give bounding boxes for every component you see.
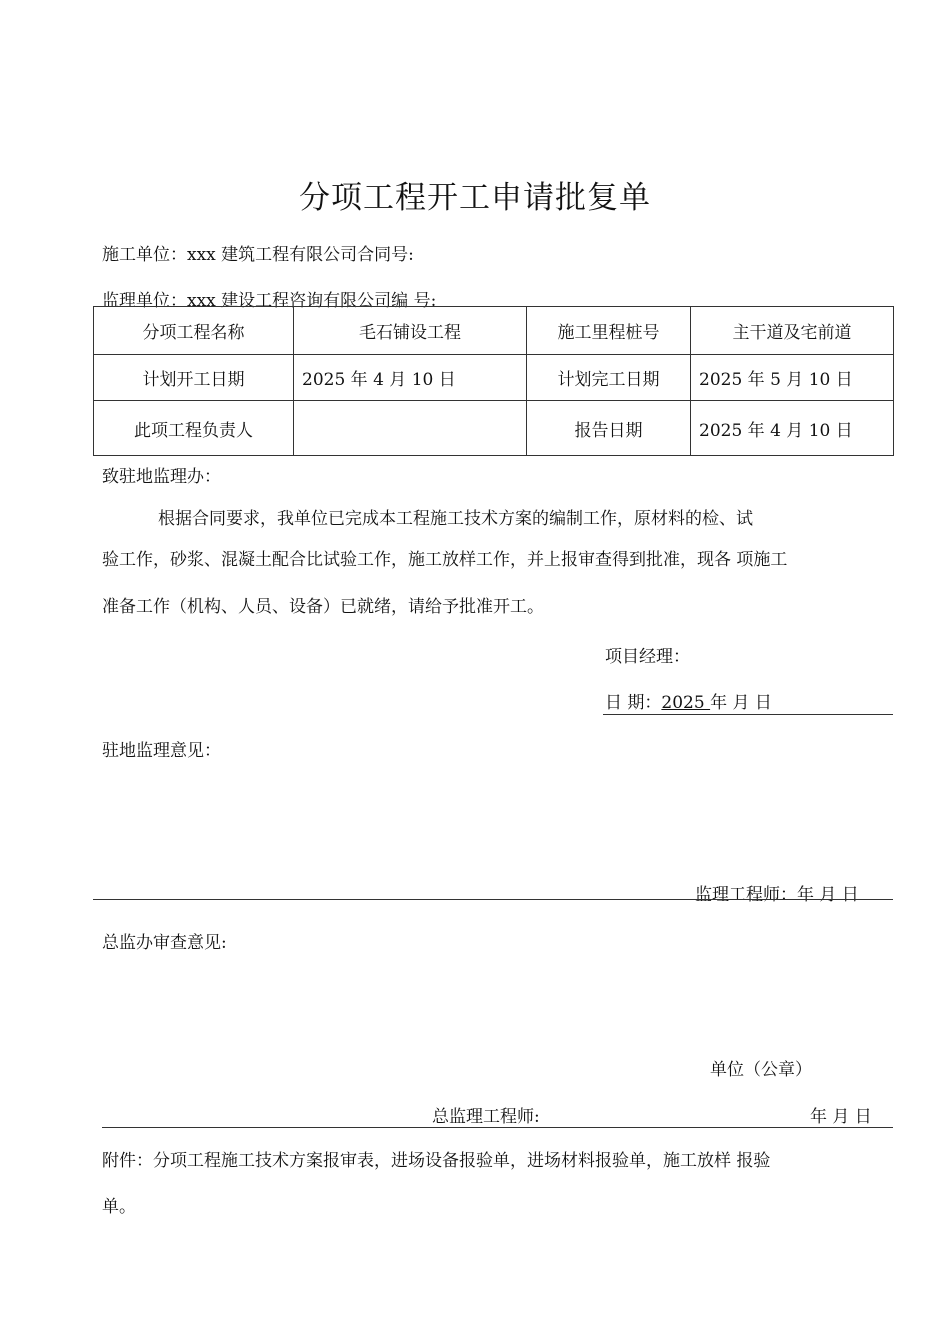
table-cell-value: 2025 年 5 月 10 日 [691, 355, 894, 401]
table-row [94, 401, 894, 456]
table-cell-label: 计划开工日期 [94, 355, 294, 401]
unit-seal-label: 单位（公章） [710, 1060, 812, 1080]
table-row [94, 307, 894, 355]
project-info-table [93, 306, 894, 456]
table-cell-value: 毛石铺设工程 [294, 307, 527, 355]
chief-engineer-label: 总监理工程师: [432, 1107, 540, 1127]
table-cell-label: 分项工程名称 [94, 307, 294, 355]
date-rest: 年 月 日 [710, 693, 772, 713]
section-divider [102, 1127, 893, 1128]
chief-opinion-label: 总监办审查意见: [102, 933, 227, 953]
date-line [605, 688, 772, 713]
table-cell-label: 报告日期 [527, 401, 691, 456]
addressee-line: 致驻地监理办： [102, 467, 221, 487]
attachment-line-2: 单。 [102, 1197, 136, 1217]
resident-opinion-label: 驻地监理意见： [102, 741, 221, 761]
date-label: 日 期： [605, 693, 662, 713]
table-cell-value [294, 401, 527, 456]
body-paragraph-line-3: 准备工作（机构、人员、设备）已就绪，请给予批准开工。 [102, 597, 544, 617]
table-cell-label: 施工里程桩号 [527, 307, 691, 355]
contractor-line: 施工单位：xxx 建筑工程有限公司合同号: [102, 245, 414, 265]
page-title: 分项工程开工申请批复单 [299, 180, 651, 216]
body-paragraph-line-2: 验工作，砂浆、混凝土配合比试验工作，施工放样工作，并上报审查得到批准，现各 项施工 [102, 550, 788, 570]
supervisor-line: 监理单位：xxx 建设工程咨询有限公司编 号: [102, 291, 437, 311]
table-cell-value: 2025 年 4 月 10 日 [294, 355, 527, 401]
table-cell-value: 主干道及宅前道 [691, 307, 894, 355]
body-paragraph-line-1: 根据合同要求，我单位已完成本工程施工技术方案的编制工作，原材料的检、试 [158, 509, 753, 529]
project-manager-label: 项目经理： [605, 647, 690, 667]
supervision-engineer-sign: 监理工程师：年 月 日 [695, 885, 859, 905]
date-year: 2025 [661, 693, 711, 713]
table-row [94, 355, 894, 401]
chief-engineer-date: 年 月 日 [810, 1107, 872, 1127]
table-cell-label: 计划完工日期 [527, 355, 691, 401]
section-divider [93, 899, 893, 900]
table-cell-value: 2025 年 4 月 10 日 [691, 401, 894, 456]
attachment-line-1: 附件：分项工程施工技术方案报审表，进场设备报验单，进场材料报验单，施工放样 报验 [102, 1151, 771, 1171]
table-cell-label: 此项工程负责人 [94, 401, 294, 456]
date-underline [603, 714, 893, 715]
